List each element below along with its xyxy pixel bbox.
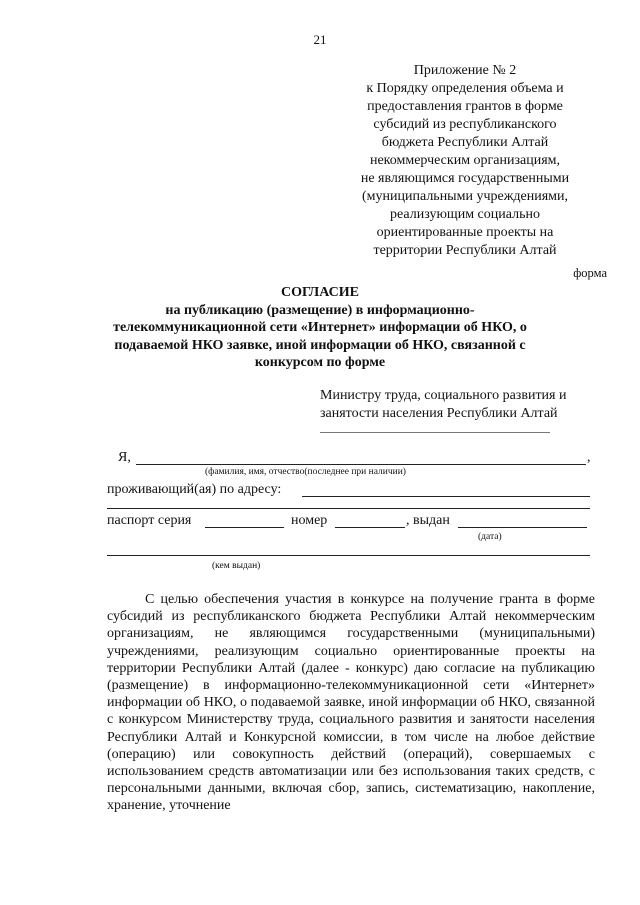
page-number: 21 [313,32,327,47]
appendix-line: бюджета Республики Алтай [381,135,549,150]
issued-label: , выдан [406,513,450,528]
appendix-line: к Порядку определения объема и [366,81,564,96]
appendix-line: (муниципальными учреждениями, [362,189,568,204]
passport-series-field[interactable] [205,512,284,528]
addressee-block [320,387,610,423]
issued-by-caption: (кем выдан) [212,561,261,571]
fio-caption: (фамилия, имя, отчество(последнее при наличии) [205,467,406,477]
appendix-line: предоставления грантов в форме [367,99,563,114]
title-line: конкурсом по форме [254,355,386,370]
title-heading: СОГЛАСИЕ [281,285,359,300]
issued-by-field[interactable] [107,546,590,556]
ya-label: Я, [118,450,131,465]
appendix-line: территории Республики Алтай [373,243,557,258]
passport-series-label: паспорт серия [107,513,192,528]
consent-paragraph: С целью обеспечения участия в конкурсе на получение гранта в форме субсидий из республиканского бюджета Республики Алтай некоммерческим организациям, не являющимся государственными (муниципальными) учреждениями, реализующим социально ориентированные проекты на территории Республики Алтай (далее - конкурс) даю согласие на публикацию (размещение) в информационно-телекоммуникационной сети «Интернет» информации об НКО, о подаваемой заявке, иной информации об НКО, связанной с конкурсом Министерству труда, социального развития и занятости населения Республики Алтай и Конкурсной комиссии, в том числе на любое действие (операцию) или совокупность действий (операций), совершаемых с использованием средств автоматизации или без использования таких средств, с персональными данными, включая сбор, запись, систематизацию, накопление, хранение, уточнение [107,592,595,814]
appendix-line: субсидий из республиканского [373,117,557,132]
consent-body [107,591,595,815]
appendix-line: ориентированные проекты на [376,225,554,240]
ya-comma: , [587,450,591,465]
appendix-line: Приложение № 2 [413,63,517,78]
address-label: проживающий(ая) по адресу: [107,482,282,497]
fio-field[interactable] [136,449,586,465]
addressee-line: Министру труда, социального развития и [320,388,567,403]
address-field[interactable] [302,481,590,497]
appendix-line: не являющимся государственными [360,171,570,186]
title-line: телекоммуникационной сети «Интернет» информации об НКО, о [113,320,527,335]
appendix-header [322,62,608,260]
address-field-continued[interactable] [107,497,590,509]
document-title [100,284,540,372]
addressee-line: занятости населения Республики Алтай [320,406,558,421]
issue-date-field[interactable] [458,512,587,528]
addressee-blank-line [320,432,550,433]
form-label: форма [573,266,607,280]
appendix-line: некоммерческим организациям, [369,153,561,168]
passport-number-label: номер [291,513,328,528]
title-line: на публикацию (размещение) в информационно- [165,302,475,318]
passport-number-field[interactable] [335,512,405,528]
date-caption: (дата) [478,532,502,542]
appendix-line: реализующим социально [390,207,540,222]
title-line: подаваемой НКО заявке, иной информации об НКО, связанной с [114,337,526,353]
